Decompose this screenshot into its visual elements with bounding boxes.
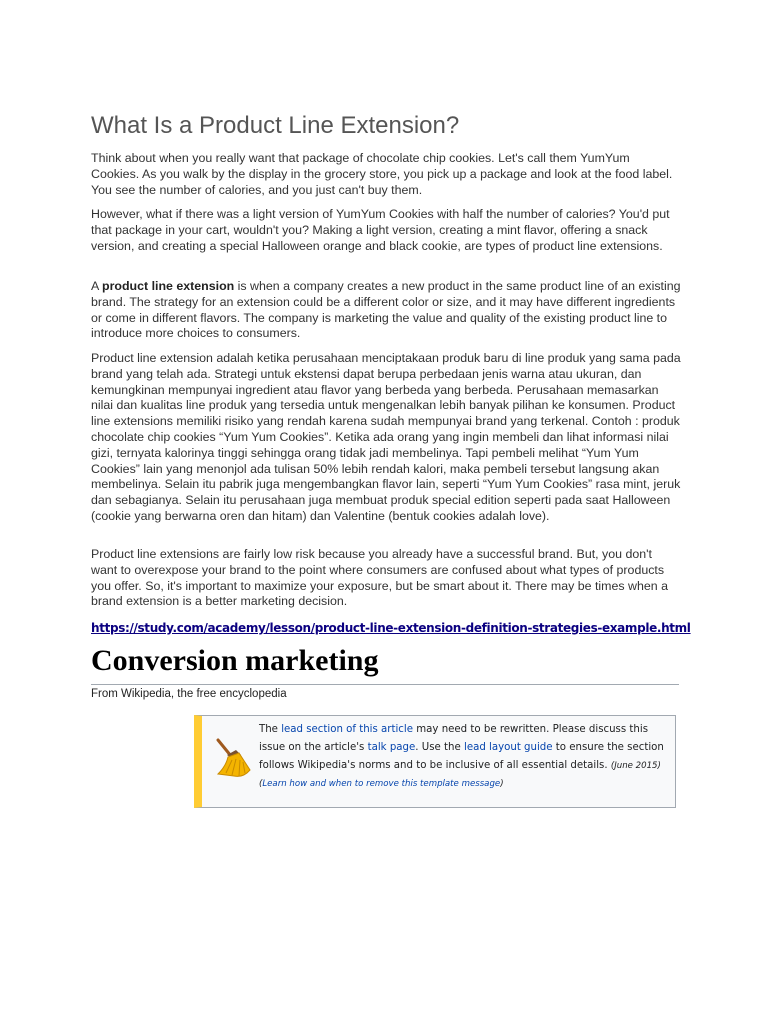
wiki-heading: Conversion marketing [91,644,379,677]
source-link[interactable]: https://study.com/academy/lesson/product-line-extension-definition-strategies-example.html [91,621,691,635]
article-title: What Is a Product Line Extension? [91,112,460,139]
broom-icon [212,736,252,780]
paragraph-3-start: A [91,279,103,293]
paragraph-1: Think about when you really want that package of chocolate chip cookies. Let's call them YumYum Cookies. As you walk by the display in the grocery store, you pick up a package and look at the food label. You see the number of calories, and you just can't buy them. [91,151,673,197]
lead-layout-guide-link[interactable]: lead layout guide [463,742,553,753]
notice-text-4: . Use the [415,742,464,753]
paragraph-4: Product line extension adalah ketika perusahaan menciptakaan produk baru di line produk yang sama pada brand yang telah ada. Strategi untuk ekstensi dapat berupa perbedaan jenis warna atau ukuran, dan kemungkinan mempunyai ingredient atau flavor yang berbeda yang berbeda. Perusahaan memasarkan nilai dan kualitas line produk yang tersedia untuk mengenalkan lebih banyak pilihan ke konsumen. Product line extensions memiliki risiko yang rendah karena sudah mempunyai brand yang terkenal. Contoh : produk chocolate chip cookies “Yum Yum Cookies”. Ketika ada orang yang ingin membeli dan lihat informasi nilai gizi, ternyata kalorinya tinggi sehingga orang tidak jadi membelinya. Tapi pembeli melihat “Yum Yum Cookies” lain yang menonjol ada tulisan 50% lebih rendah kalori, maka pembeli tersebut langsung akan membelinya. Selain itu pabrik juga mengembangkan flavor lain, seperti “Yum Yum Cookies” rasa mint, jeruk dan sebagianya. Selain itu perusahaan juga membuat produk special edition seperti pada saat Halloween (cookie yang berwarna oren dan hitam) dan Valentine (bentuk cookies adalah love). [91,351,681,523]
help-close-paren: ) [500,779,504,789]
talk-page-link[interactable]: talk page [367,742,416,753]
paragraph-5: Product line extensions are fairly low risk because you already have a successful brand. But, you don't want to overexpose your brand to the point where consumers are confused about what types of products you offer. So, it's important to maximize your exposure, but be smart about it. There may be times when a brand extension is a better marketing decision. [91,547,668,609]
notice-text-1: The [259,724,282,735]
term-product-line-extension: product line extension [102,279,235,293]
maintenance-notice [194,715,676,808]
notice-date: (June 2015) [610,761,661,771]
paragraph-3-rest: is when a company creates a new product in the same product line of an existing brand. The strategy for an extension could be a different color or size, and it may have different ingredients or come in different flavors. The company is marketing the value and quality of the existing product line to introduce more choices to consumers. [91,279,681,341]
notice-text-3: Please discuss this issue on the article's [259,724,649,753]
notice-text [259,721,677,793]
help-open-paren: ( [259,779,263,789]
remove-template-help-link[interactable]: Learn how and when to remove this template message [262,779,501,789]
lead-section-link[interactable]: lead section of this article [281,724,414,735]
notice-text-5: to ensure the section follows Wikipedia's norms and to be inclusive of all essential details. [259,742,664,771]
paragraph-3 [91,279,681,342]
notice-text-2: may need to be rewritten. [413,724,550,735]
paragraph-2: However, what if there was a light version of YumYum Cookies with half the number of calories? You'd put that package in your cart, wouldn't you? Making a light version, creating a mint flavor, offering a snack version, and creating a special Halloween orange and black cookie, are types of product line extensions. [91,207,670,253]
wiki-tagline: From Wikipedia, the free encyclopedia [91,688,287,700]
heading-divider [91,684,679,685]
